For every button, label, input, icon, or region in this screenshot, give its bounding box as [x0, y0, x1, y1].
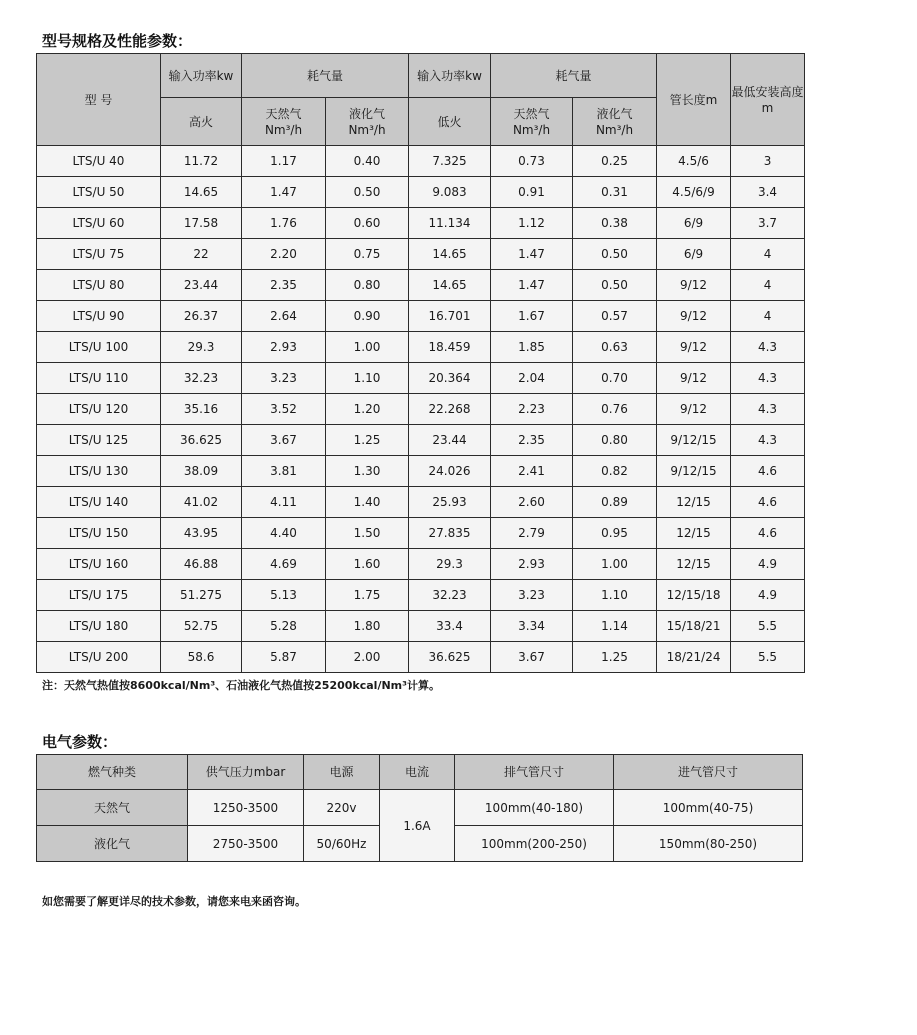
- min-height-cell: 4.3: [731, 363, 805, 394]
- high-fire-power-cell: 17.58: [161, 208, 242, 239]
- low-fire-power-cell: 16.701: [409, 301, 491, 332]
- low-fire-power-cell: 27.835: [409, 518, 491, 549]
- high-natural-gas-cell: 2.35: [242, 270, 326, 301]
- model-cell: LTS/U 160: [37, 549, 161, 580]
- low-natural-gas-cell: 3.67: [491, 642, 573, 673]
- table-row: [37, 239, 805, 270]
- pipe-length-cell: 12/15: [657, 549, 731, 580]
- model-cell: LTS/U 130: [37, 456, 161, 487]
- model-cell: LTS/U 80: [37, 270, 161, 301]
- low-lpg-cell: 0.57: [573, 301, 657, 332]
- table-row: [37, 332, 805, 363]
- low-fire-power-cell: 36.625: [409, 642, 491, 673]
- high-lpg-cell: 0.50: [326, 177, 409, 208]
- col-low-fire-header: 低火: [409, 98, 491, 146]
- model-cell: LTS/U 110: [37, 363, 161, 394]
- low-lpg-cell: 0.25: [573, 146, 657, 177]
- col-gas-type-header: 燃气种类: [37, 755, 188, 790]
- high-fire-power-cell: 52.75: [161, 611, 242, 642]
- low-lpg-cell: 0.31: [573, 177, 657, 208]
- table-row: [37, 642, 805, 673]
- high-natural-gas-cell: 5.28: [242, 611, 326, 642]
- high-lpg-cell: 2.00: [326, 642, 409, 673]
- high-lpg-cell: 1.80: [326, 611, 409, 642]
- low-fire-power-cell: 14.65: [409, 239, 491, 270]
- table-row: [37, 580, 805, 611]
- high-fire-power-cell: 29.3: [161, 332, 242, 363]
- spec-table-body: [37, 146, 805, 673]
- high-fire-power-cell: 38.09: [161, 456, 242, 487]
- min-height-cell: 4.3: [731, 394, 805, 425]
- low-natural-gas-cell: 2.04: [491, 363, 573, 394]
- low-fire-power-cell: 24.026: [409, 456, 491, 487]
- high-natural-gas-cell: 3.67: [242, 425, 326, 456]
- col-exhaust-pipe-header: 排气管尺寸: [455, 755, 614, 790]
- table-row: [37, 363, 805, 394]
- power-supply-cell: 220v: [304, 790, 380, 826]
- col-min-height-header: 最低安装高度m: [731, 54, 805, 146]
- high-fire-power-cell: 32.23: [161, 363, 242, 394]
- model-cell: LTS/U 140: [37, 487, 161, 518]
- col-model-header: 型 号: [37, 54, 161, 146]
- high-natural-gas-cell: 2.20: [242, 239, 326, 270]
- table-row: [37, 208, 805, 239]
- high-natural-gas-cell: 3.81: [242, 456, 326, 487]
- high-fire-power-cell: 14.65: [161, 177, 242, 208]
- high-natural-gas-cell: 4.69: [242, 549, 326, 580]
- heat-value-note: 注：天然气热值按8600kcal/Nm³、石油液化气热值按25200kcal/Nm³计算。: [42, 679, 440, 692]
- low-lpg-cell: 0.50: [573, 270, 657, 301]
- contact-footer-text: 如您需要了解更详尽的技术参数，请您来电来函咨询。: [42, 895, 306, 908]
- low-natural-gas-cell: 2.23: [491, 394, 573, 425]
- low-natural-gas-cell: 2.35: [491, 425, 573, 456]
- min-height-cell: 4: [731, 301, 805, 332]
- col-intake-pipe-header: 进气管尺寸: [614, 755, 803, 790]
- low-natural-gas-cell: 1.47: [491, 270, 573, 301]
- table-row: [37, 456, 805, 487]
- pipe-length-cell: 12/15: [657, 487, 731, 518]
- supply-pressure-cell: 1250-3500: [188, 790, 304, 826]
- high-natural-gas-cell: 1.17: [242, 146, 326, 177]
- pipe-length-cell: 4.5/6: [657, 146, 731, 177]
- model-cell: LTS/U 125: [37, 425, 161, 456]
- pipe-length-cell: 9/12/15: [657, 456, 731, 487]
- pipe-length-cell: 9/12: [657, 332, 731, 363]
- low-natural-gas-cell: 0.91: [491, 177, 573, 208]
- min-height-cell: 4.9: [731, 580, 805, 611]
- model-cell: LTS/U 100: [37, 332, 161, 363]
- table-row: [37, 146, 805, 177]
- low-lpg-cell: 1.00: [573, 549, 657, 580]
- table-row: [37, 270, 805, 301]
- min-height-cell: 4: [731, 239, 805, 270]
- high-fire-power-cell: 41.02: [161, 487, 242, 518]
- high-lpg-cell: 1.20: [326, 394, 409, 425]
- electrical-table: [36, 754, 803, 862]
- min-height-cell: 4.9: [731, 549, 805, 580]
- gas-type-cell: 液化气: [37, 826, 188, 862]
- low-fire-power-cell: 18.459: [409, 332, 491, 363]
- high-lpg-cell: 1.25: [326, 425, 409, 456]
- col-pipe-length-header: 管长度m: [657, 54, 731, 146]
- col-lpg-header-1: 液化气 Nm³/h: [326, 98, 409, 146]
- min-height-cell: 4: [731, 270, 805, 301]
- low-fire-power-cell: 20.364: [409, 363, 491, 394]
- low-lpg-cell: 0.38: [573, 208, 657, 239]
- high-lpg-cell: 1.50: [326, 518, 409, 549]
- col-power-supply-header: 电源: [304, 755, 380, 790]
- electrical-section-title: 电气参数：: [42, 733, 118, 751]
- high-lpg-cell: 1.30: [326, 456, 409, 487]
- col-lpg-header-2: 液化气 Nm³/h: [573, 98, 657, 146]
- model-cell: LTS/U 75: [37, 239, 161, 270]
- high-natural-gas-cell: 1.47: [242, 177, 326, 208]
- high-natural-gas-cell: 1.76: [242, 208, 326, 239]
- col-current-header: 电流: [380, 755, 455, 790]
- pipe-length-cell: 12/15: [657, 518, 731, 549]
- table-row: [37, 518, 805, 549]
- low-fire-power-cell: 22.268: [409, 394, 491, 425]
- high-natural-gas-cell: 5.87: [242, 642, 326, 673]
- low-fire-power-cell: 33.4: [409, 611, 491, 642]
- low-natural-gas-cell: 2.79: [491, 518, 573, 549]
- table-row: [37, 394, 805, 425]
- low-lpg-cell: 1.10: [573, 580, 657, 611]
- min-height-cell: 4.3: [731, 425, 805, 456]
- low-lpg-cell: 0.95: [573, 518, 657, 549]
- low-natural-gas-cell: 1.85: [491, 332, 573, 363]
- low-lpg-cell: 0.82: [573, 456, 657, 487]
- pipe-length-cell: 4.5/6/9: [657, 177, 731, 208]
- min-height-cell: 4.6: [731, 518, 805, 549]
- table-row: [37, 790, 803, 826]
- high-natural-gas-cell: 3.52: [242, 394, 326, 425]
- high-natural-gas-cell: 5.13: [242, 580, 326, 611]
- table-row: [37, 487, 805, 518]
- low-fire-power-cell: 25.93: [409, 487, 491, 518]
- min-height-cell: 4.6: [731, 456, 805, 487]
- min-height-cell: 4.3: [731, 332, 805, 363]
- low-fire-power-cell: 11.134: [409, 208, 491, 239]
- high-lpg-cell: 1.10: [326, 363, 409, 394]
- high-natural-gas-cell: 4.11: [242, 487, 326, 518]
- low-natural-gas-cell: 0.73: [491, 146, 573, 177]
- low-lpg-cell: 1.25: [573, 642, 657, 673]
- pipe-length-cell: 9/12: [657, 394, 731, 425]
- low-lpg-cell: 0.80: [573, 425, 657, 456]
- gas-type-cell: 天然气: [37, 790, 188, 826]
- col-gas-consumption-header-2: 耗气量: [491, 54, 657, 98]
- col-input-power-low-header: 输入功率kw: [409, 54, 491, 98]
- col-supply-pressure-header: 供气压力mbar: [188, 755, 304, 790]
- high-lpg-cell: 0.40: [326, 146, 409, 177]
- pipe-length-cell: 6/9: [657, 239, 731, 270]
- intake-pipe-cell: 100mm(40-75): [614, 790, 803, 826]
- high-lpg-cell: 1.00: [326, 332, 409, 363]
- pipe-length-cell: 6/9: [657, 208, 731, 239]
- table-row: [37, 611, 805, 642]
- high-lpg-cell: 0.80: [326, 270, 409, 301]
- pipe-length-cell: 9/12: [657, 270, 731, 301]
- min-height-cell: 3: [731, 146, 805, 177]
- high-fire-power-cell: 26.37: [161, 301, 242, 332]
- model-cell: LTS/U 150: [37, 518, 161, 549]
- min-height-cell: 5.5: [731, 611, 805, 642]
- high-fire-power-cell: 36.625: [161, 425, 242, 456]
- model-cell: LTS/U 60: [37, 208, 161, 239]
- model-cell: LTS/U 175: [37, 580, 161, 611]
- min-height-cell: 3.4: [731, 177, 805, 208]
- current-cell: 1.6A: [380, 790, 455, 862]
- low-lpg-cell: 0.76: [573, 394, 657, 425]
- low-lpg-cell: 0.70: [573, 363, 657, 394]
- high-fire-power-cell: 58.6: [161, 642, 242, 673]
- model-cell: LTS/U 200: [37, 642, 161, 673]
- col-natural-gas-header-1: 天然气 Nm³/h: [242, 98, 326, 146]
- exhaust-pipe-cell: 100mm(40-180): [455, 790, 614, 826]
- table-row: [37, 425, 805, 456]
- supply-pressure-cell: 2750-3500: [188, 826, 304, 862]
- table-row: [37, 301, 805, 332]
- pipe-length-cell: 18/21/24: [657, 642, 731, 673]
- low-natural-gas-cell: 1.67: [491, 301, 573, 332]
- min-height-cell: 4.6: [731, 487, 805, 518]
- low-natural-gas-cell: 1.47: [491, 239, 573, 270]
- col-gas-consumption-header-1: 耗气量: [242, 54, 409, 98]
- high-natural-gas-cell: 2.64: [242, 301, 326, 332]
- high-lpg-cell: 0.75: [326, 239, 409, 270]
- power-supply-cell: 50/60Hz: [304, 826, 380, 862]
- low-fire-power-cell: 23.44: [409, 425, 491, 456]
- table-row: [37, 549, 805, 580]
- high-fire-power-cell: 22: [161, 239, 242, 270]
- high-lpg-cell: 1.60: [326, 549, 409, 580]
- spec-section-title: 型号规格及性能参数：: [42, 32, 193, 50]
- min-height-cell: 3.7: [731, 208, 805, 239]
- high-lpg-cell: 0.90: [326, 301, 409, 332]
- high-natural-gas-cell: 4.40: [242, 518, 326, 549]
- model-cell: LTS/U 120: [37, 394, 161, 425]
- table-row: [37, 177, 805, 208]
- col-input-power-high-header: 输入功率kw: [161, 54, 242, 98]
- low-lpg-cell: 0.50: [573, 239, 657, 270]
- pipe-length-cell: 9/12: [657, 363, 731, 394]
- model-cell: LTS/U 90: [37, 301, 161, 332]
- low-fire-power-cell: 29.3: [409, 549, 491, 580]
- pipe-length-cell: 15/18/21: [657, 611, 731, 642]
- high-lpg-cell: 1.40: [326, 487, 409, 518]
- model-cell: LTS/U 40: [37, 146, 161, 177]
- high-fire-power-cell: 46.88: [161, 549, 242, 580]
- low-fire-power-cell: 32.23: [409, 580, 491, 611]
- col-natural-gas-header-2: 天然气 Nm³/h: [491, 98, 573, 146]
- exhaust-pipe-cell: 100mm(200-250): [455, 826, 614, 862]
- low-lpg-cell: 1.14: [573, 611, 657, 642]
- low-natural-gas-cell: 2.41: [491, 456, 573, 487]
- model-cell: LTS/U 180: [37, 611, 161, 642]
- col-high-fire-header: 高火: [161, 98, 242, 146]
- spec-table: [36, 53, 805, 673]
- low-natural-gas-cell: 3.23: [491, 580, 573, 611]
- high-natural-gas-cell: 2.93: [242, 332, 326, 363]
- high-fire-power-cell: 51.275: [161, 580, 242, 611]
- high-lpg-cell: 1.75: [326, 580, 409, 611]
- low-fire-power-cell: 9.083: [409, 177, 491, 208]
- low-lpg-cell: 0.89: [573, 487, 657, 518]
- low-natural-gas-cell: 2.93: [491, 549, 573, 580]
- low-natural-gas-cell: 2.60: [491, 487, 573, 518]
- low-fire-power-cell: 7.325: [409, 146, 491, 177]
- pipe-length-cell: 12/15/18: [657, 580, 731, 611]
- model-cell: LTS/U 50: [37, 177, 161, 208]
- high-fire-power-cell: 23.44: [161, 270, 242, 301]
- pipe-length-cell: 9/12/15: [657, 425, 731, 456]
- high-fire-power-cell: 35.16: [161, 394, 242, 425]
- high-fire-power-cell: 11.72: [161, 146, 242, 177]
- high-fire-power-cell: 43.95: [161, 518, 242, 549]
- min-height-cell: 5.5: [731, 642, 805, 673]
- high-lpg-cell: 0.60: [326, 208, 409, 239]
- low-fire-power-cell: 14.65: [409, 270, 491, 301]
- low-natural-gas-cell: 3.34: [491, 611, 573, 642]
- high-natural-gas-cell: 3.23: [242, 363, 326, 394]
- low-lpg-cell: 0.63: [573, 332, 657, 363]
- pipe-length-cell: 9/12: [657, 301, 731, 332]
- intake-pipe-cell: 150mm(80-250): [614, 826, 803, 862]
- low-natural-gas-cell: 1.12: [491, 208, 573, 239]
